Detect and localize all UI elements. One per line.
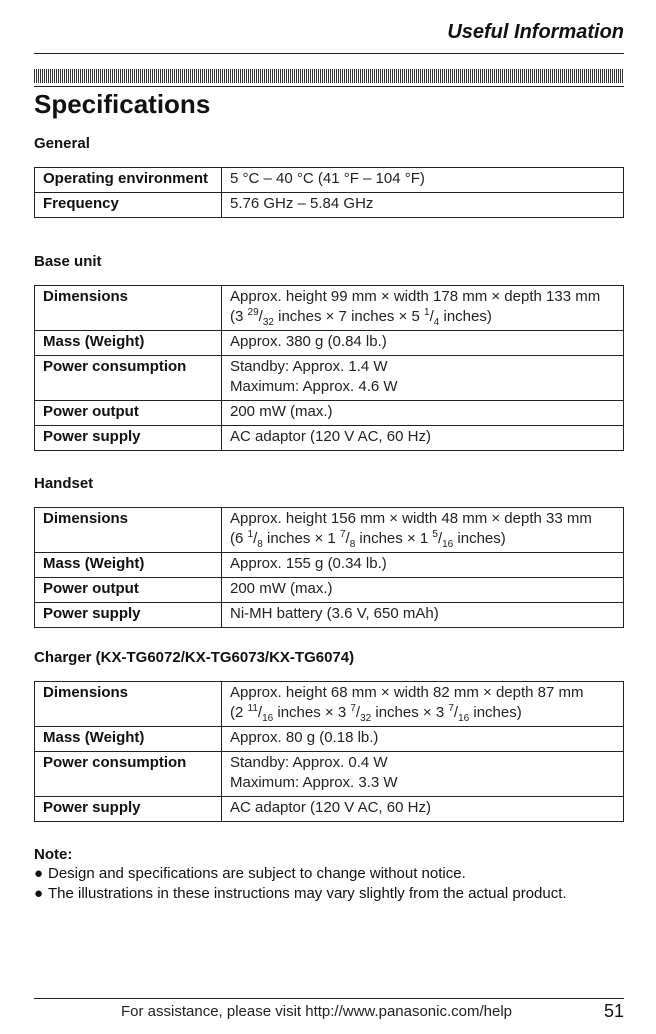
spec-label: Mass (Weight): [35, 553, 222, 578]
spec-value: Approx. 380 g (0.84 lb.): [222, 331, 624, 356]
spec-value: Ni-MH battery (3.6 V, 650 mAh): [222, 603, 624, 628]
spec-value: Approx. 155 g (0.34 lb.): [222, 553, 624, 578]
bullet-icon: ●: [34, 885, 44, 902]
table-row: [35, 508, 624, 553]
general-spec-table: [34, 167, 624, 218]
dimensions-metric: Approx. height 99 mm × width 178 mm × depth 133 mm: [230, 288, 601, 305]
charger-spec-table: [34, 681, 624, 822]
spec-label: Mass (Weight): [35, 331, 222, 356]
list-item: [34, 884, 567, 904]
note-text: Design and specifications are subject to change without notice.: [48, 865, 466, 882]
spec-label: Frequency: [35, 193, 222, 218]
title-banner-rule: [34, 86, 624, 87]
table-row: [35, 603, 624, 628]
spec-label: Operating environment: [35, 168, 222, 193]
section-heading-handset: Handset: [34, 475, 94, 492]
spec-value: 5.76 GHz – 5.84 GHz: [222, 193, 624, 218]
header-rule: [34, 53, 624, 54]
table-row: [35, 797, 624, 822]
dimensions-imperial: (3 $^{29}/_{32}$ inches × 7 inches × 5 $^1/_4$ inches): [230, 307, 492, 328]
footer-assistance-text: For assistance, please visit http://www.panasonic.com/help: [121, 1003, 513, 1020]
table-row: [35, 752, 624, 797]
dimensions-imperial: (2 $^{11}/_{16}$ inches × 3 $^7/_{32}$ inches × 3 $^7/_{16}$ inches): [230, 703, 522, 724]
dimensions-metric: Approx. height 156 mm × width 48 mm × depth 33 mm: [230, 510, 592, 527]
spec-label: Mass (Weight): [35, 727, 222, 752]
spec-label: Dimensions: [35, 682, 222, 727]
dimensions-imperial: (6 $^1/_8$ inches × 1 $^7/_8$ inches × 1 $^5/_{16}$ inches): [230, 529, 506, 550]
spec-label: Power supply: [35, 426, 222, 451]
list-item: [34, 864, 567, 884]
spec-value: [222, 286, 624, 331]
spec-value: [222, 508, 624, 553]
table-row: [35, 193, 624, 218]
spec-value: AC adaptor (120 V AC, 60 Hz): [222, 426, 624, 451]
table-row: [35, 168, 624, 193]
spec-value: Standby: Approx. 1.4 W Maximum: Approx. 4.6 W: [222, 356, 624, 401]
spec-value: 5 °C – 40 °C (41 °F – 104 °F): [222, 168, 624, 193]
section-heading-charger: Charger (KX-TG6072/KX-TG6073/KX-TG6074): [34, 649, 355, 666]
spec-value: 200 mW (max.): [222, 578, 624, 603]
page-number: 51: [603, 1001, 624, 1021]
page-title: Specifications: [34, 89, 211, 119]
table-row: [35, 356, 624, 401]
table-row: [35, 331, 624, 356]
table-row: [35, 682, 624, 727]
spec-label: Power output: [35, 401, 222, 426]
spec-value: Standby: Approx. 0.4 W Maximum: Approx. 3.3 W: [222, 752, 624, 797]
spec-label: Dimensions: [35, 286, 222, 331]
table-row: [35, 286, 624, 331]
spec-value: 200 mW (max.): [222, 401, 624, 426]
table-row: [35, 426, 624, 451]
table-row: [35, 578, 624, 603]
section-heading-general: General: [34, 135, 90, 152]
table-row: [35, 553, 624, 578]
spec-label: Power consumption: [35, 356, 222, 401]
table-row: [35, 727, 624, 752]
base-unit-spec-table: [34, 285, 624, 451]
note-text: The illustrations in these instructions may vary slightly from the actual product.: [48, 885, 567, 902]
spec-label: Power supply: [35, 797, 222, 822]
header-section-title: Useful Information: [447, 21, 624, 43]
spec-label: Dimensions: [35, 508, 222, 553]
note-title: Note:: [34, 846, 73, 863]
note-list: [34, 864, 567, 904]
spec-value: Approx. 80 g (0.18 lb.): [222, 727, 624, 752]
handset-spec-table: [34, 507, 624, 628]
table-row: [35, 401, 624, 426]
spec-value: AC adaptor (120 V AC, 60 Hz): [222, 797, 624, 822]
bullet-icon: ●: [34, 865, 44, 882]
title-banner-bar: [34, 69, 624, 83]
spec-label: Power consumption: [35, 752, 222, 797]
spec-label: Power supply: [35, 603, 222, 628]
footer-rule: [34, 998, 624, 999]
dimensions-metric: Approx. height 68 mm × width 82 mm × depth 87 mm: [230, 684, 584, 701]
section-heading-base-unit: Base unit: [34, 253, 102, 270]
spec-value: [222, 682, 624, 727]
spec-label: Power output: [35, 578, 222, 603]
